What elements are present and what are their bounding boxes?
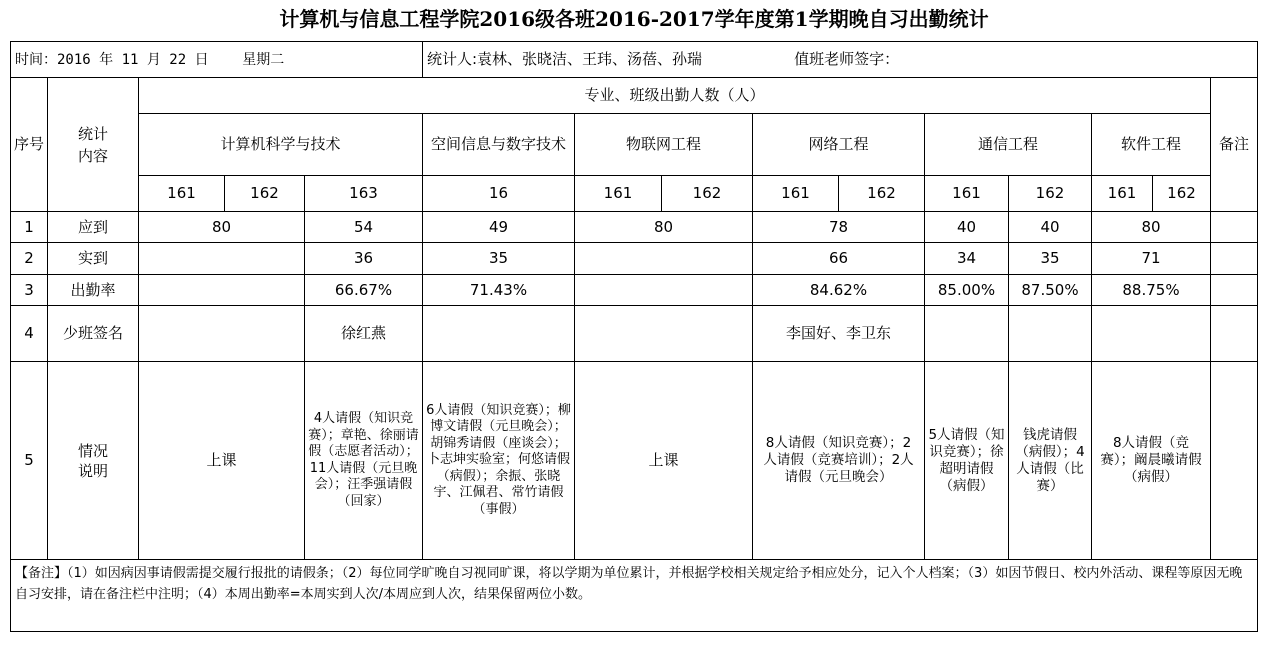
class-spatial-16: 16 — [423, 176, 575, 212]
details-comm-162: 钱虎请假（病假）；4人请假（比赛） — [1009, 362, 1092, 560]
class-cs-162: 162 — [225, 176, 305, 212]
class-cs-161: 161 — [139, 176, 225, 212]
sign-comm-161 — [925, 306, 1009, 362]
sign-spatial — [423, 306, 575, 362]
row-label-expected: 应到 — [48, 212, 139, 243]
row-label-monitor-sign: 少班签名 — [48, 306, 139, 362]
class-comm-161: 161 — [925, 176, 1009, 212]
expected-software: 80 — [1092, 212, 1211, 243]
major-spatial: 空间信息与数字技术 — [423, 114, 575, 176]
class-net-162: 162 — [839, 176, 925, 212]
rate-network: 84.62% — [753, 275, 925, 306]
class-iot-162: 162 — [662, 176, 753, 212]
row-label-actual: 实到 — [48, 243, 139, 275]
sign-network: 李国好、李卫东 — [753, 306, 925, 362]
class-net-161: 161 — [753, 176, 839, 212]
row-label-rate: 出勤率 — [48, 275, 139, 306]
group-header: 专业、班级出勤人数（人） — [139, 78, 1211, 114]
remark-cell — [1211, 243, 1258, 275]
counters-text: 统计人:袁林、张晓洁、王玮、汤蓓、孙瑞 — [427, 50, 703, 68]
actual-cs-163: 36 — [305, 243, 423, 275]
teacher-signature-label: 值班老师签字： — [794, 50, 900, 68]
details-cs-161-162: 上课 — [139, 362, 305, 560]
class-soft-161: 161 — [1092, 176, 1153, 212]
sign-comm-162 — [1009, 306, 1092, 362]
sheet-title: 计算机与信息工程学院2016级各班2016-2017学年度第1学期晚自习出勤统计 — [279, 7, 989, 31]
row-label-details: 情况 说明 — [48, 362, 139, 560]
date-text: 时间：2016 年 11 月 22 日 星期二 — [15, 51, 285, 68]
row-no: 2 — [11, 243, 48, 275]
sign-iot — [575, 306, 753, 362]
row-no: 3 — [11, 275, 48, 306]
details-cs-163: 4人请假（知识竞赛）；章艳、徐丽请假（志愿者活动）；11人请假（元旦晚会）；汪季强请假（回家） — [305, 362, 423, 560]
details-network: 8人请假（知识竞赛）；2人请假（竞赛培训）；2人请假（元旦晚会） — [753, 362, 925, 560]
actual-comm-161: 34 — [925, 243, 1009, 275]
rate-spatial: 71.43% — [423, 275, 575, 306]
rate-software: 88.75% — [1092, 275, 1211, 306]
rate-cs-163: 66.67% — [305, 275, 423, 306]
details-software: 8人请假（竞赛）；阚晨曦请假（病假） — [1092, 362, 1211, 560]
actual-network: 66 — [753, 243, 925, 275]
remark-cell — [1211, 306, 1258, 362]
expected-spatial: 49 — [423, 212, 575, 243]
actual-cs-161-162 — [139, 243, 305, 275]
major-software: 软件工程 — [1092, 114, 1211, 176]
details-spatial: 6人请假（知识竞赛）；柳博文请假（元旦晚会）；胡锦秀请假（座谈会）；卜志坤实验室；何悠请假（病假）；余振、张晓宇、江佩君、常竹请假（事假） — [423, 362, 575, 560]
major-comm: 通信工程 — [925, 114, 1092, 176]
major-network: 网络工程 — [753, 114, 925, 176]
rate-comm-162: 87.50% — [1009, 275, 1092, 306]
remark-cell — [1211, 275, 1258, 306]
class-comm-162: 162 — [1009, 176, 1092, 212]
expected-comm-161: 40 — [925, 212, 1009, 243]
actual-comm-162: 35 — [1009, 243, 1092, 275]
class-soft-162: 162 — [1153, 176, 1211, 212]
row-no: 4 — [11, 306, 48, 362]
row-no: 1 — [11, 212, 48, 243]
expected-comm-162: 40 — [1009, 212, 1092, 243]
expected-network: 78 — [753, 212, 925, 243]
details-iot: 上课 — [575, 362, 753, 560]
rate-cs-161-162 — [139, 275, 305, 306]
attendance-table — [10, 41, 1258, 632]
content-header: 统计 内容 — [48, 78, 139, 212]
expected-cs-163: 54 — [305, 212, 423, 243]
remark-cell — [1211, 212, 1258, 243]
row-no: 5 — [11, 362, 48, 560]
sign-software — [1092, 306, 1211, 362]
rate-iot — [575, 275, 753, 306]
major-iot: 物联网工程 — [575, 114, 753, 176]
remark-header: 备注 — [1211, 78, 1258, 212]
counters-cell — [423, 42, 1258, 78]
seq-header: 序号 — [11, 78, 48, 212]
details-comm-161: 5人请假（知识竞赛）；徐超明请假（病假） — [925, 362, 1009, 560]
date-cell — [11, 42, 423, 78]
sign-cs-161-162 — [139, 306, 305, 362]
class-iot-161: 161 — [575, 176, 662, 212]
actual-iot — [575, 243, 753, 275]
actual-spatial: 35 — [423, 243, 575, 275]
expected-iot: 80 — [575, 212, 753, 243]
sign-cs-163: 徐红燕 — [305, 306, 423, 362]
footnote: 【备注】（1）如因病因事请假需提交履行报批的请假条；（2）每位同学旷晚自习视同旷课，将以学期为单位累计，并根据学校相关规定给予相应处分，记入个人档案；（3）如因节假日、校内外活动、课程等原因无晚自习安排，请在备注栏中注明；（4）本周出勤率=本周实到人次/本周应到人次，结果保留两位小数。 — [11, 560, 1258, 632]
expected-cs-161-162: 80 — [139, 212, 305, 243]
rate-comm-161: 85.00% — [925, 275, 1009, 306]
class-cs-163: 163 — [305, 176, 423, 212]
remark-cell — [1211, 362, 1258, 560]
major-cs: 计算机科学与技术 — [139, 114, 423, 176]
actual-software: 71 — [1092, 243, 1211, 275]
